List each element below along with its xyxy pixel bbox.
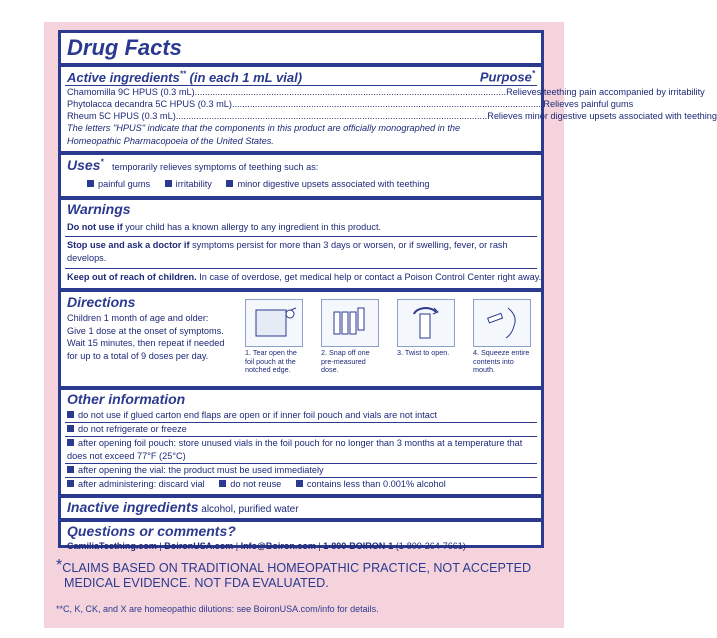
list-item: painful gums <box>87 179 150 189</box>
warning-stop-use: Stop use and ask a doctor if symptoms persist for more than 3 days or worsen, or if swelling, fever, or rash develops. <box>67 240 508 263</box>
drug-facts-title: Drug Facts <box>67 35 182 60</box>
divider <box>61 63 541 67</box>
divider <box>61 288 541 292</box>
questions-heading: Questions or comments? <box>67 523 236 539</box>
uses-intro: temporarily relieves symptoms of teething such as: <box>112 162 319 172</box>
dilution-footnote: **C, K, CK, and X are homeopathic dilutions: see BoironUSA.com/info for details. <box>56 604 379 614</box>
divider <box>61 151 541 155</box>
divider <box>61 518 541 522</box>
directions-text: Children 1 month of age and older: Give 1 dose at the onset of symptoms. Wait 15 minutes, then repeat if needed for up to a total of 9 doses per day. <box>67 313 225 361</box>
active-ingredients-heading: Active ingredients** (in each 1 mL vial) <box>67 69 303 85</box>
uses-heading: Uses* <box>67 157 104 173</box>
other-info-item: after opening the vial: the product must be used immediately <box>67 464 535 477</box>
website-link[interactable]: BoironUSA.com <box>164 541 234 551</box>
other-information-heading: Other information <box>67 391 186 407</box>
other-info-item: do not refrigerate or freeze <box>67 423 535 436</box>
other-info-item: do not use if glued carton end flaps are open or if inner foil pouch and vials are not intact <box>67 409 535 422</box>
drug-facts-panel <box>58 30 717 551</box>
warnings-heading: Warnings <box>67 201 131 217</box>
ingredient-row: Chamomilla 9C HPUS (0.3 mL) .......................................................................................................................... Relieves teething pain accompanied by irritability <box>67 87 705 97</box>
warning-keep-out-of-reach: Keep out of reach of children. In case of overdose, get medical help or contact a Poison Control Center right away. <box>67 272 542 282</box>
list-item: irritability <box>165 179 212 189</box>
divider <box>61 386 541 390</box>
divider <box>61 494 541 498</box>
step-2-illustration: 2. Snap off one pre-measured dose. <box>321 299 379 375</box>
email-link[interactable]: Info@Boiron.com <box>240 541 316 551</box>
purpose-heading: Purpose* <box>479 69 535 85</box>
uses-section <box>67 157 535 175</box>
list-item: minor digestive upsets associated with teething <box>226 179 429 189</box>
divider <box>65 268 537 269</box>
divider <box>65 236 537 237</box>
hpus-note: The letters "HPUS" indicate that the components in this product are officially monographed in the Homeopathic Pharmacopoeia of the United States. <box>67 123 461 146</box>
step-3-illustration: 3. Twist to open. <box>397 299 455 358</box>
inactive-ingredients-heading: Inactive ingredients <box>67 499 199 515</box>
step-1-illustration: 1. Tear open the foil pouch at the notched edge. <box>245 299 303 375</box>
inactive-ingredients: Inactive ingredients alcohol, purified water <box>67 499 299 515</box>
other-info-item: after opening foil pouch: store unused vials in the foil pouch for no longer than 3 months at a temperature that does not exceed 77°F (25°C) <box>67 438 523 461</box>
step-4-illustration: 4. Squeeze entire contents into mouth. <box>473 299 531 375</box>
homeopathic-claims-disclaimer: *CLAIMS BASED ON TRADITIONAL HOMEOPATHIC PRACTICE, NOT ACCEPTED MEDICAL EVIDENCE. NOT FDA EVALUATED. <box>56 557 532 590</box>
ingredient-row: Phytolacca decandra 5C HPUS (0.3 mL) .......................................................................................................................... Relieves painful gums <box>67 99 634 109</box>
other-info-item: after administering: discard vial do not reuse contains less than 0.001% alcohol <box>67 478 535 491</box>
direction-steps <box>245 299 541 383</box>
warning-do-not-use: Do not use if your child has a known allergy to any ingredient in this product. <box>67 222 382 232</box>
contact-line: CamiliaTeething.com | BoironUSA.com | Info@Boiron.com | 1-800-BOIRON-1 (1-800-264-7661) <box>67 541 466 551</box>
phone-number[interactable]: 1-800-BOIRON-1 <box>323 541 394 551</box>
divider <box>61 196 541 200</box>
uses-list <box>87 178 535 191</box>
website-link[interactable]: CamiliaTeething.com <box>67 541 157 551</box>
directions-heading: Directions <box>67 294 136 310</box>
ingredient-row: Rheum 5C HPUS (0.3 mL) .......................................................................................................................... Relieves minor digestive upsets associated with teething <box>67 111 717 121</box>
